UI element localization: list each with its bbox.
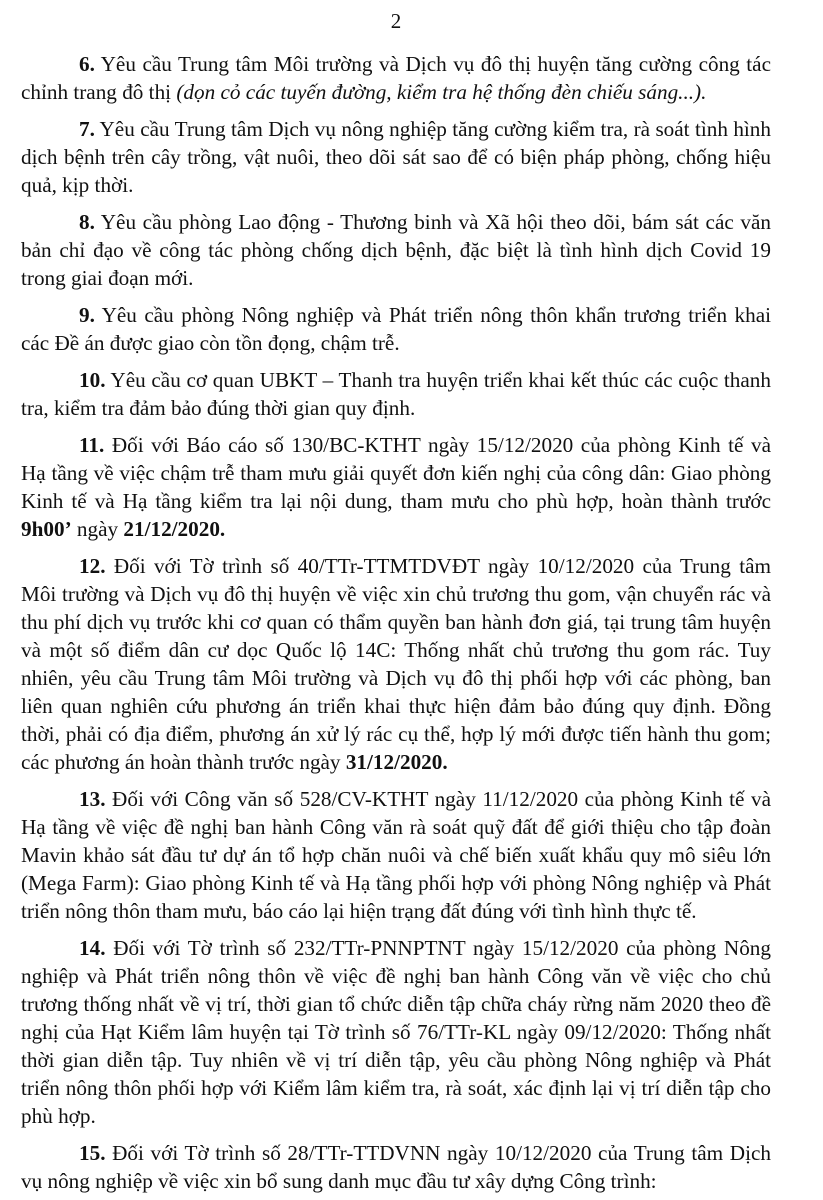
paragraph-number: 8. <box>79 210 95 234</box>
paragraph-6 <box>21 431 771 543</box>
paragraph-text: Yêu cầu Trung tâm Môi trường và Dịch vụ đô thị huyện tăng cường công tác chỉnh trang đô thị <box>21 52 771 104</box>
paragraph-9 <box>21 934 771 1130</box>
paragraph-number: 12. <box>79 554 106 578</box>
paragraph-text: Yêu cầu cơ quan UBKT – Thanh tra huyện triển khai kết thúc các cuộc thanh tra, kiểm tra đảm bảo đúng thời gian quy định. <box>21 368 771 420</box>
paragraph-text: Đối với Tờ trình số 28/TTr-TTDVNN ngày 10/12/2020 của Trung tâm Dịch vụ nông nghiệp về việc xin bổ sung danh mục đầu tư xây dựng Công trình: <box>21 1141 771 1193</box>
paragraph-number: 10. <box>79 368 106 392</box>
paragraph-number: 13. <box>79 787 106 811</box>
paragraph-number: 6. <box>79 52 95 76</box>
paragraph-10 <box>21 1139 771 1195</box>
paragraph-text: ngày <box>71 517 124 541</box>
document-body <box>21 50 771 1195</box>
paragraph-number: 7. <box>79 117 95 141</box>
paragraph-7 <box>21 552 771 776</box>
paragraph-text: Yêu cầu phòng Lao động - Thương binh và Xã hội theo dõi, bám sát các văn bản chỉ đạo về công tác phòng chống dịch bệnh, đặc biệt là tình hình dịch Covid 19 trong giai đoạn mới. <box>21 210 771 290</box>
paragraph-text: Đối với Tờ trình số 40/TTr-TTMTDVĐT ngày 10/12/2020 của Trung tâm Môi trường và Dịch vụ đô thị huyện về việc xin chủ trương thu gom, vận chuyển rác và thu phí dịch vụ trước khi cơ quan có thẩm quyền ban hành đơn giá, tại trung tâm huyện và một số điểm dân cư dọc Quốc lộ 14C: Thống nhất chủ trương thu gom rác. Tuy nhiên, yêu cầu Trung tâm Môi trường và Dịch vụ đô thị phối hợp với các phòng, ban liên quan nghiên cứu phương án triển khai thực hiện đảm bảo đúng quy định. Đồng thời, phải có địa điểm, phương án xử lý rác cụ thể, hợp lý mới được tiến hành thu gom; các phương án hoàn thành trước ngày <box>21 554 771 774</box>
paragraph-3 <box>21 208 771 292</box>
paragraph-text: Yêu cầu phòng Nông nghiệp và Phát triển nông thôn khẩn trương triển khai các Đề án được giao còn tồn đọng, chậm trễ. <box>21 303 771 355</box>
paragraph-4 <box>21 301 771 357</box>
paragraph-text: 9h00’ <box>21 517 72 541</box>
paragraph-1 <box>21 50 771 106</box>
paragraph-text: (dọn cỏ các tuyến đường, kiểm tra hệ thống đèn chiếu sáng...). <box>176 80 707 104</box>
paragraph-text: Đối với Công văn số 528/CV-KTHT ngày 11/12/2020 của phòng Kinh tế và Hạ tầng về việc đề nghị ban hành Công văn rà soát quỹ đất để giới thiệu cho tập đoàn Mavin khảo sát đầu tư dự án tổ hợp chăn nuôi và chế biến xuất khẩu quy mô siêu lớn (Mega Farm): Giao phòng Kinh tế và Hạ tầng phối hợp với phòng Nông nghiệp và Phát triển nông thôn tham mưu, báo cáo lại hiện trạng đất đúng với tình hình thực tế. <box>21 787 771 923</box>
paragraph-text: Đối với Tờ trình số 232/TTr-PNNPTNT ngày 15/12/2020 của phòng Nông nghiệp và Phát triển nông thôn về việc đề nghị ban hành Công văn về việc cho chủ trương thống nhất về vị trí, thời gian tổ chức diễn tập chữa cháy rừng năm 2020 theo đề nghị của Hạt Kiểm lâm huyện tại Tờ trình số 76/TTr-KL ngày 09/12/2020: Thống nhất thời gian diễn tập. Tuy nhiên về vị trí diễn tập, yêu cầu phòng Nông nghiệp và Phát triển nông thôn phối hợp với Kiểm lâm kiểm tra, rà soát, xác định lại vị trí diễn tập cho phù hợp. <box>21 936 771 1128</box>
paragraph-number: 15. <box>79 1141 106 1165</box>
paragraph-text: 21/12/2020. <box>123 517 226 541</box>
paragraph-8 <box>21 785 771 925</box>
paragraph-number: 14. <box>79 936 106 960</box>
paragraph-5 <box>21 366 771 422</box>
page-number: 2 <box>390 9 402 33</box>
paragraph-number: 11. <box>79 433 105 457</box>
paragraph-2 <box>21 115 771 199</box>
paragraph-text: Yêu cầu Trung tâm Dịch vụ nông nghiệp tăng cường kiểm tra, rà soát tình hình dịch bệnh trên cây trồng, vật nuôi, theo dõi sát sao để có biện pháp phòng, chống hiệu quả, kịp thời. <box>21 117 771 197</box>
paragraph-number: 9. <box>79 303 95 327</box>
paragraph-text: Đối với Báo cáo số 130/BC-KTHT ngày 15/12/2020 của phòng Kinh tế và Hạ tầng về việc chậm trễ tham mưu giải quyết đơn kiến nghị của công dân: Giao phòng Kinh tế và Hạ tầng kiểm tra lại nội dung, tham mưu cho phù hợp, hoàn thành trước <box>21 433 771 513</box>
paragraph-text: 31/12/2020. <box>345 750 448 774</box>
